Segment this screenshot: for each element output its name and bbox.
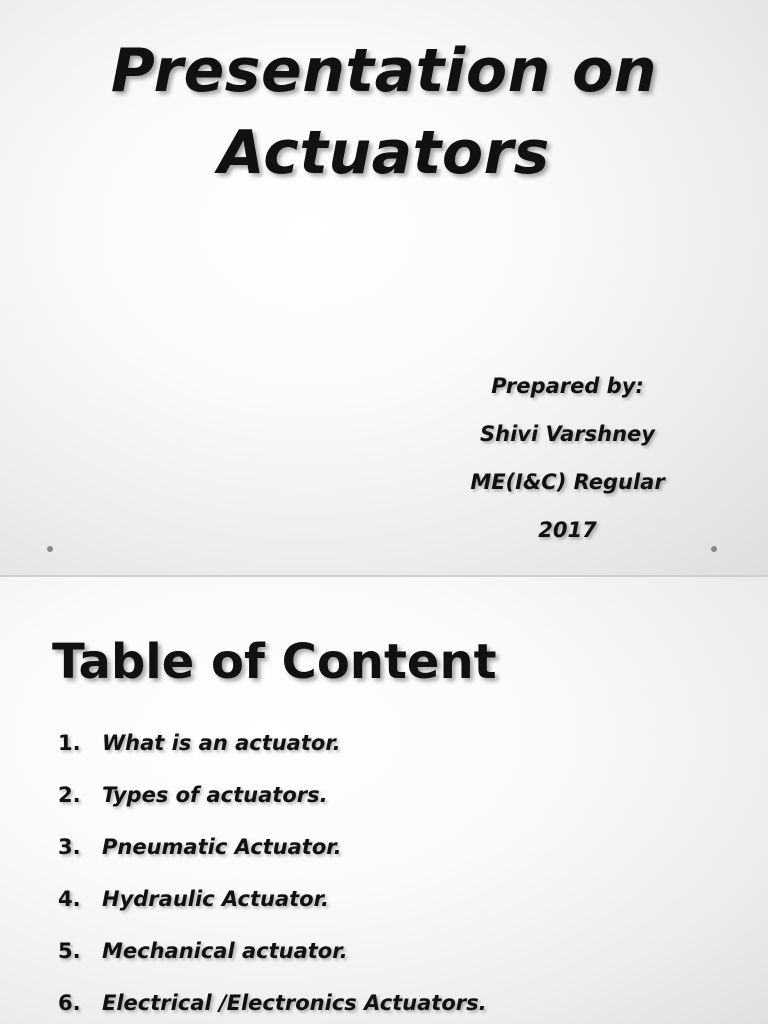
item-text: Pneumatic Actuator.	[102, 835, 342, 859]
list-item	[58, 982, 487, 1024]
toc-slide	[0, 577, 768, 1024]
list-item	[58, 774, 487, 826]
item-number: 1.	[58, 731, 81, 755]
item-number: 5.	[58, 939, 81, 963]
title-line-2: Actuators	[218, 118, 550, 188]
page-dot-left	[47, 546, 53, 552]
program-name: ME(I&C) Regular	[470, 470, 665, 494]
toc-heading: Table of Content	[52, 634, 497, 690]
item-number: 4.	[58, 887, 81, 911]
slide-title	[0, 30, 768, 194]
list-item	[58, 930, 487, 982]
item-number: 3.	[58, 835, 81, 859]
item-text: Mechanical actuator.	[102, 939, 348, 963]
title-line-1: Presentation on	[110, 36, 658, 106]
item-text: Electrical /Electronics Actuators.	[102, 991, 487, 1015]
item-text: Types of actuators.	[102, 783, 328, 807]
item-number: 2.	[58, 783, 81, 807]
toc-list	[58, 722, 487, 1024]
author-name: Shivi Varshney	[480, 422, 655, 446]
prepared-by-block	[430, 362, 705, 554]
list-item	[58, 878, 487, 930]
item-number: 6.	[58, 991, 81, 1015]
item-text: What is an actuator.	[102, 731, 341, 755]
list-item	[58, 722, 487, 774]
prepared-by-label: Prepared by:	[491, 374, 644, 398]
list-item	[58, 826, 487, 878]
page-dot-right	[711, 546, 717, 552]
year: 2017	[538, 518, 597, 542]
item-text: Hydraulic Actuator.	[102, 887, 329, 911]
